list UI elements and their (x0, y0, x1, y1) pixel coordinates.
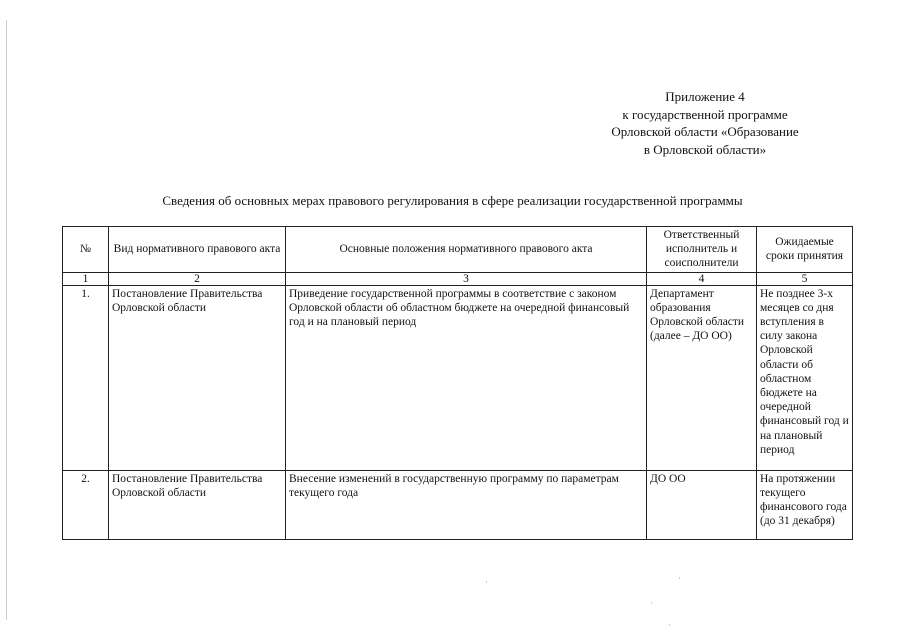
row-act-type: Постановление Правительства Орловской области (109, 470, 286, 539)
table-row (63, 285, 853, 470)
table-row (63, 470, 853, 539)
row-executor: ДО ОО (647, 470, 757, 539)
scan-speck: · (650, 598, 653, 608)
column-number: 1 (63, 272, 109, 285)
column-number: 3 (286, 272, 647, 285)
appendix-line: к государственной программе (622, 106, 788, 122)
row-provisions: Приведение государственной программы в соответствие с законом Орловской области об областном бюджете на очередной финансовый год и на плановый период (286, 285, 647, 470)
scan-speck: · (678, 573, 681, 583)
appendix-line: Орловской области «Образование (611, 124, 799, 139)
document-title: Сведения об основных мерах правового регулирования в сфере реализации государственной программы (162, 193, 743, 208)
scan-speck: · (668, 620, 671, 630)
header-executor: Ответственный исполнитель и соисполнители (647, 227, 757, 273)
appendix-line: Приложение 4 (665, 89, 745, 104)
column-number: 2 (109, 272, 286, 285)
scan-speck: · (485, 577, 488, 587)
row-number: 1. (63, 285, 109, 470)
appendix-block (560, 88, 850, 158)
row-number: 2. (63, 470, 109, 539)
appendix-line: в Орловской области» (643, 141, 767, 157)
row-provisions: Внесение изменений в государственную программу по параметрам текущего года (286, 470, 647, 539)
column-number: 5 (757, 272, 853, 285)
column-number: 4 (647, 272, 757, 285)
legal-measures-table (62, 226, 853, 540)
page-edge-line (6, 20, 7, 620)
row-deadline: Не позднее 3-х месяцев со дня вступления в силу закона Орловской области об областном бюджете на очередной финансовый год и на плановый период (757, 285, 853, 470)
header-deadline: Ожидаемые сроки принятия (757, 227, 853, 273)
row-act-type: Постановление Правительства Орловской области (109, 285, 286, 470)
header-number: № (63, 227, 109, 273)
header-provisions: Основные положения нормативного правового акта (286, 227, 647, 273)
header-act-type: Вид нормативного правового акта (109, 227, 286, 273)
column-number-row (63, 272, 853, 285)
table-header-row (63, 227, 853, 273)
row-deadline: На протяжении текущего финансового года (до 31 декабря) (757, 470, 853, 539)
row-executor: Департамент образования Орловской области (далее – ДО ОО) (647, 285, 757, 470)
